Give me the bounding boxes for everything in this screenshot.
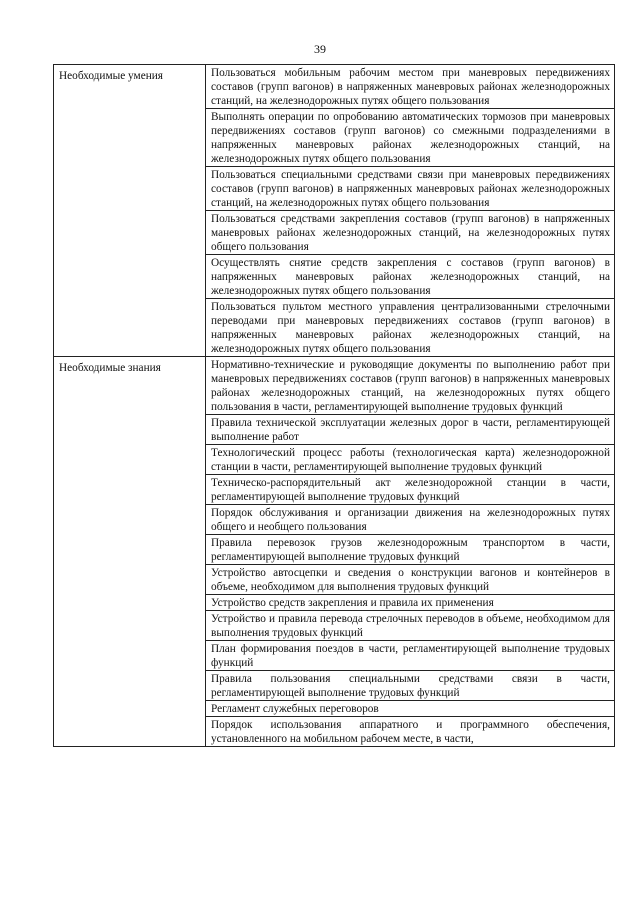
knowledge-item: Правила перевозок грузов железнодорожным транспортом в части, регламентирующей выполнение трудовых функций [206, 535, 615, 565]
skill-item: Выполнять операции по опробованию автоматических тормозов при маневровых передвижениях составов (групп вагонов) со смежными подразделениями в напряженных маневровых районах железнодорожных станций, на железнодорожных путях общего пользования [206, 109, 615, 167]
page-number: 39 [314, 42, 326, 56]
section-label-skills: Необходимые умения [54, 65, 206, 357]
table-row [54, 65, 615, 109]
knowledge-item: Техническо-распорядительный акт железнодорожной станции в части, регламентирующей выполнение трудовых функций [206, 475, 615, 505]
skill-item: Осуществлять снятие средств закрепления с составов (групп вагонов) в напряженных маневровых районах железнодорожных станций, на железнодорожных путях общего пользования [206, 255, 615, 299]
knowledge-item: Технологический процесс работы (технологическая карта) железнодорожной станции в части, регламентирующей выполнение трудовых функций [206, 445, 615, 475]
knowledge-item: Порядок использования аппаратного и программного обеспечения, установленного на мобильном рабочем месте, в части, [206, 717, 615, 747]
table-row [54, 357, 615, 415]
knowledge-item: План формирования поездов в части, регламентирующей выполнение трудовых функций [206, 641, 615, 671]
competency-table [53, 64, 615, 747]
skill-item: Пользоваться средствами закрепления составов (групп вагонов) в напряженных маневровых районах железнодорожных станций, на железнодорожных путях общего пользования [206, 211, 615, 255]
section-label-knowledge: Необходимые знания [54, 357, 206, 747]
knowledge-item: Порядок обслуживания и организации движения на железнодорожных путях общего и необщего пользования [206, 505, 615, 535]
knowledge-item: Правила технической эксплуатации железных дорог в части, регламентирующей выполнение работ [206, 415, 615, 445]
knowledge-item: Регламент служебных переговоров [206, 701, 615, 717]
knowledge-item: Нормативно-технические и руководящие документы по выполнению работ при маневровых передвижениях составов (групп вагонов) в напряженных маневровых районах железнодорожных станций, на железнодорожных путях общего пользования в части, регламентирующей выполнение трудовых функций [206, 357, 615, 415]
skill-item: Пользоваться специальными средствами связи при маневровых передвижениях составов (групп вагонов) в напряженных маневровых районах железнодорожных станций, на железнодорожных путях общего пользования [206, 167, 615, 211]
knowledge-item: Правила пользования специальными средствами связи в части, регламентирующей выполнение трудовых функций [206, 671, 615, 701]
knowledge-item: Устройство и правила перевода стрелочных переводов в объеме, необходимом для выполнения трудовых функций [206, 611, 615, 641]
knowledge-item: Устройство автосцепки и сведения о конструкции вагонов и контейнеров в объеме, необходимом для выполнения трудовых функций [206, 565, 615, 595]
knowledge-item: Устройство средств закрепления и правила их применения [206, 595, 615, 611]
skill-item: Пользоваться пультом местного управления централизованными стрелочными переводами при маневровых передвижениях составов (групп вагонов) в напряженных маневровых районах железнодорожных станций, на железнодорожных путях общего пользования [206, 299, 615, 357]
skill-item: Пользоваться мобильным рабочим местом при маневровых передвижениях составов (групп вагонов) в напряженных маневровых районах железнодорожных станций, на железнодорожных путях общего пользования [206, 65, 615, 109]
